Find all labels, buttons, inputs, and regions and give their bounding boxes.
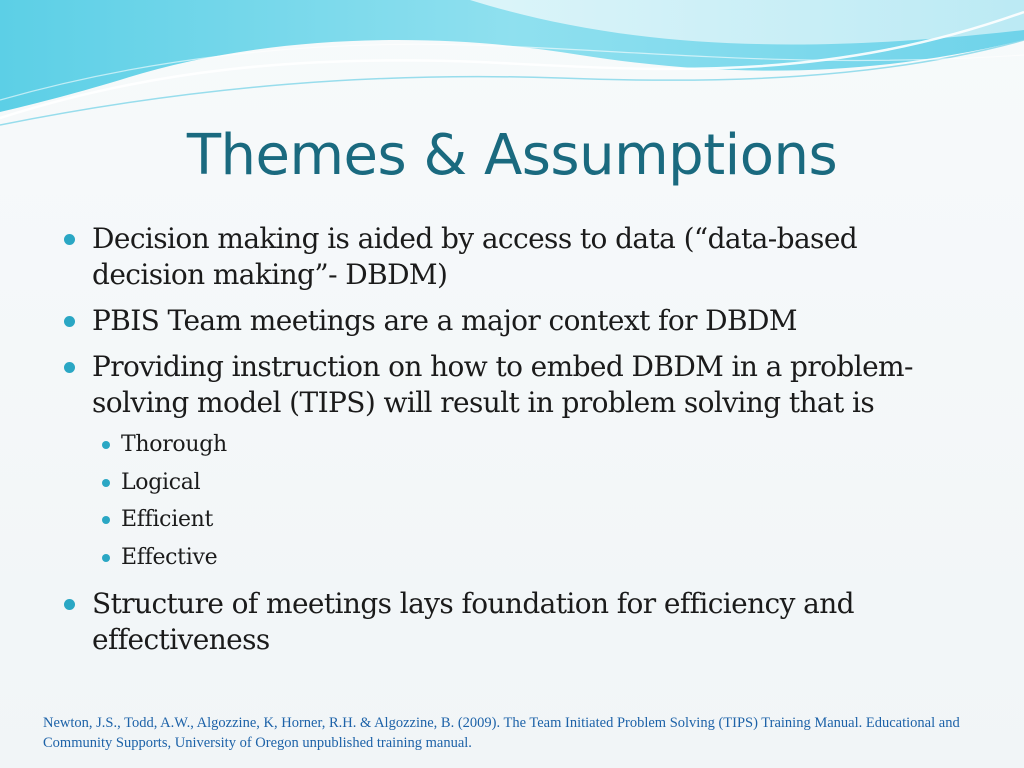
sub-bullet-item xyxy=(88,539,962,577)
sub-bullet-text: Effective xyxy=(121,544,218,570)
bullet-text: Decision making is aided by access to data (“data-based decision making”- DBDM) xyxy=(92,222,858,291)
bullet-text: PBIS Team meetings are a major context for DBDM xyxy=(92,304,797,337)
bullet-item xyxy=(62,303,962,339)
sub-bullet-item xyxy=(88,426,962,464)
bullet-icon xyxy=(64,599,75,610)
header-wave-decoration xyxy=(0,0,1024,130)
sub-bullet-icon xyxy=(102,516,110,524)
bullet-text: Structure of meetings lays foundation for efficiency and effectiveness xyxy=(92,587,855,656)
slide-title: Themes & Assumptions xyxy=(186,123,838,188)
sub-bullet-text: Logical xyxy=(121,469,201,495)
bullet-text: Providing instruction on how to embed DBDM in a problem-solving model (TIPS) will result in problem solving that is xyxy=(92,350,913,419)
sub-bullet-item xyxy=(88,501,962,539)
sub-bullet-item xyxy=(88,464,962,502)
sub-bullet-list xyxy=(88,426,962,576)
bullet-icon xyxy=(64,234,75,245)
bullet-icon xyxy=(64,362,75,373)
sub-bullet-icon xyxy=(102,441,110,449)
citation-footer: Newton, J.S., Todd, A.W., Algozzine, K, Horner, R.H. & Algozzine, B. (2009). The Team Initiated Problem Solving (TIPS) Training Manual. Educational and Community Supports, University of Oregon unpublished training manual. xyxy=(43,715,960,751)
bullet-item xyxy=(62,221,962,293)
bullet-item xyxy=(62,349,962,576)
sub-bullet-icon xyxy=(102,554,110,562)
bullet-icon xyxy=(64,316,75,327)
sub-bullet-text: Efficient xyxy=(121,507,214,532)
bullet-item xyxy=(62,586,962,658)
bullet-list xyxy=(62,221,962,668)
sub-bullet-icon xyxy=(102,479,110,487)
sub-bullet-text: Thorough xyxy=(121,432,227,457)
